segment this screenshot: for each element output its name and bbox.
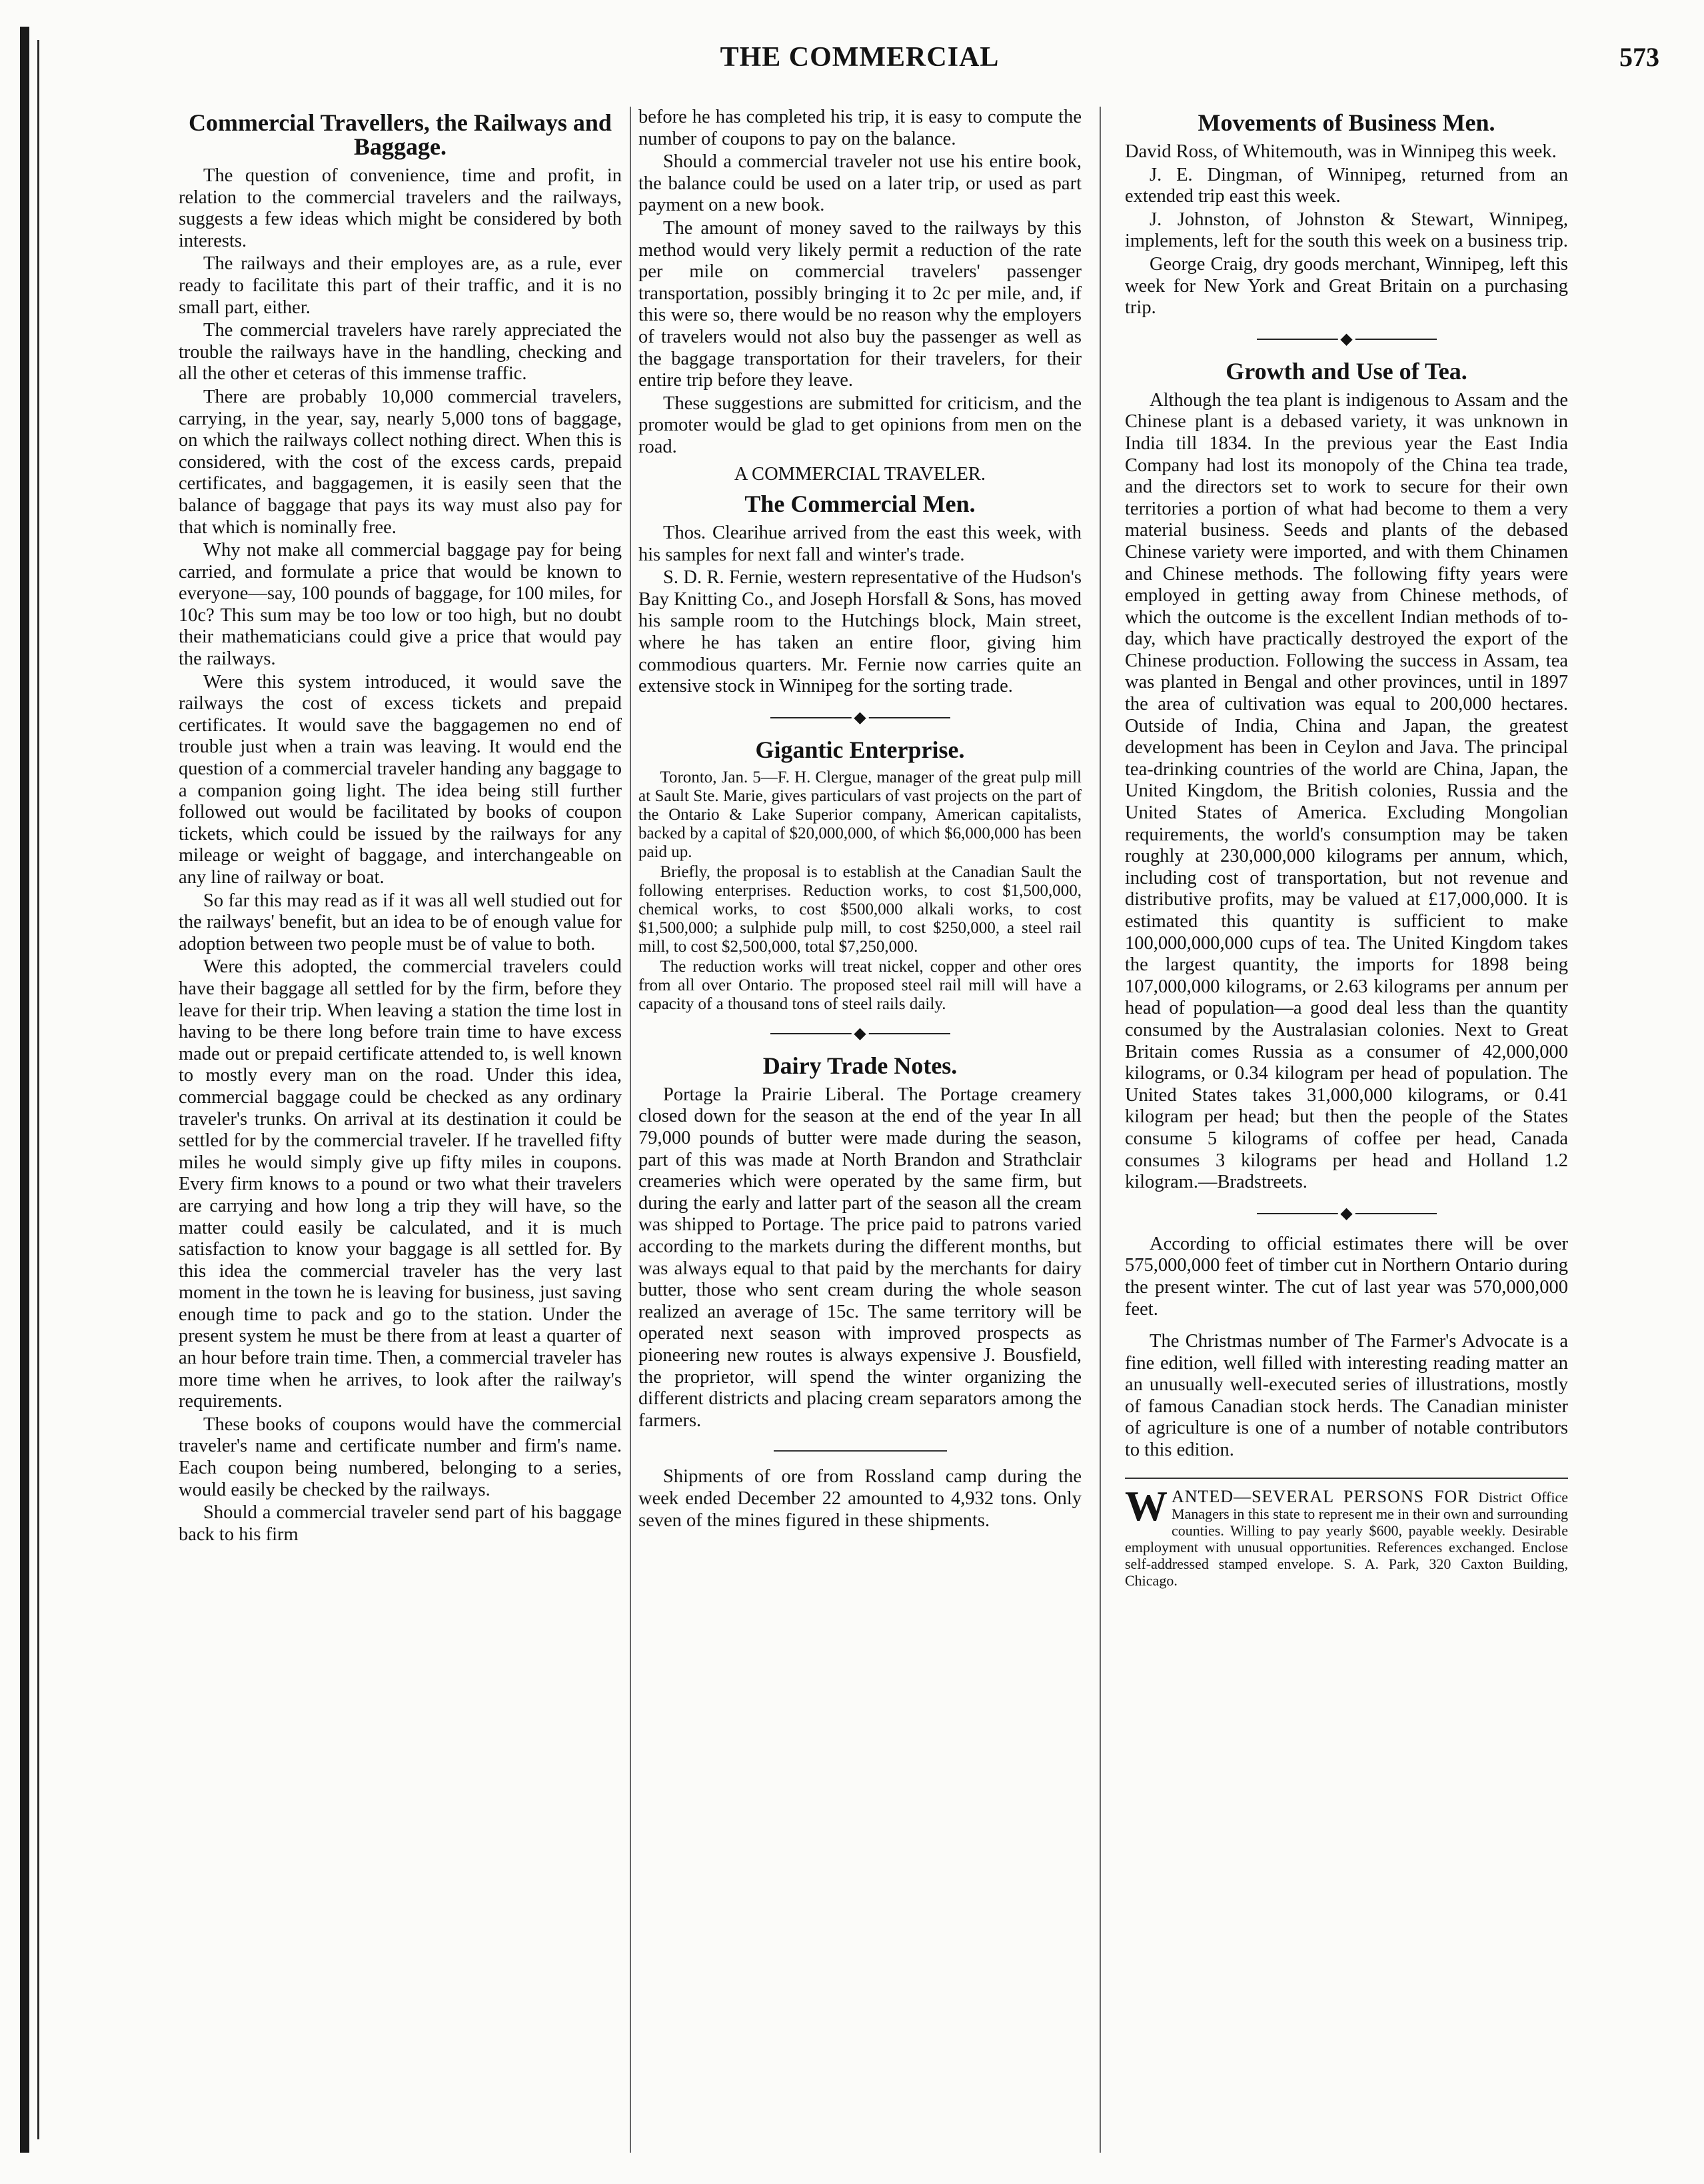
page-header xyxy=(47,41,1673,81)
article-paragraph: S. D. R. Fernie, western representative of the Hudson's Bay Knitting Co., and Joseph Horsfall & Sons, has moved his sample room to the Hutchings block, Main street, where he has taken an entire floor, giving him commodious quarters. Mr. Fernie now carries quite an extensive stock in Winnipeg for the sorting trade. xyxy=(638,567,1082,697)
article-paragraph: The commercial travelers have rarely appreciated the trouble the railways have in the handling, checking and all the other et ceteras of this immense traffic. xyxy=(179,320,622,385)
classified-advertisement xyxy=(1125,1478,1568,1589)
column-divider xyxy=(630,107,631,2153)
article-headline: The Commercial Men. xyxy=(744,491,976,518)
article-paragraph: Thos. Clearihue arrived from the east this week, with his samples for next fall and winter's trade. xyxy=(638,523,1082,565)
article-paragraph: Although the tea plant is indigenous to Assam and the Chinese plant is a debased variety, it was unknown in India till 1834. In the previous year the East India Company had lost its monopoly of the China tea trade, and the directors set to work to secure for their own territories a portion of what had become to them a very material business. Seeds and plants of the debased Chinese variety were imported, and with them Chinamen and Chinese methods. The following fifty years were employed in getting away from Chinese methods, of which the outcome is the excellent Indian methods of to-day, which have practically destroyed the export of the Chinese production. Following the success in Assam, tea was planted in Bengal and other provinces, until in 1897 the area of cultivation was equal to 200,000 hectares. Outside of India, China and Japan, the greatest development has been in Ceylon and Java. The principal tea-drinking countries of the world are China, Japan, the United Kingdom, the British colonies, Russia and the United States of America. Excluding Mongolian requirements, the world's consumption may be taken roughly at 230,000,000 kilograms per annum, which, including cost of transportation, but not revenue and distributive profits, may be valued at £17,000,000. It is estimated this quantity is sufficient to make 100,000,000,000 cups of tea. The United Kingdom takes the largest quantity, the imports for 1898 being 107,000,000 kilograms, or 2.63 kilograms per annum per head of population—a good deal less than the quantity consumed by the Australasian colonies. Next to Great Britain comes Russia as a consumer of 42,000,000 kilograms, or 0.34 kilogram per head of population. The United States takes 31,000,000 kilograms, or 0.41 kilogram per head; but then the people of the States consume 5 kilograms of coffee per head, Canada consumes 3 kilograms per head and Holland 1.2 kilogram.—Bradstreets. xyxy=(1125,389,1568,1193)
article-headline: Growth and Use of Tea. xyxy=(1226,357,1467,385)
ad-body: District Office Managers in this state to represent me in their own and surrounding counties. Willing to pay yearly $600, payable weekly. Desirable employment with unusual opportunities. References exchanged. Enclose self-addressed stamped envelope. S. A. Park, 320 Caxton Building, Chicago. xyxy=(1125,1488,1568,1589)
column-1 xyxy=(179,107,622,2153)
column-3 xyxy=(1125,107,1568,2153)
ad-lead-line: ANTED—SEVERAL PERSONS FOR xyxy=(1172,1486,1470,1506)
article-paragraph: Why not make all commercial baggage pay for being carried, and formulate a price that would be known to everyone—say, 100 pounds of baggage, for 100 miles, for 10c? This sum may be too low or too high, but no doubt their mathematicians could give a price that would pay the railways. xyxy=(179,540,622,670)
section-ornament xyxy=(1257,334,1437,345)
article-paragraph: Were this system introduced, it would save the railways the cost of excess tickets and prepaid certificates. It would save the baggagemen no end of trouble just when a train was leaving. It would end the question of a commercial traveler handing any baggage to a companion going light. The idea being still further followed out would be facilitated by books of coupon tickets, which could be issued by the railways for any mileage or weight of baggage, and interchangeable on any line of railway or boat. xyxy=(179,671,622,888)
section-ornament xyxy=(770,712,950,723)
article-paragraph: Toronto, Jan. 5—F. H. Clergue, manager of the great pulp mill at Sault Ste. Marie, gives particulars of vast projects on the part of the Ontario & Lake Superior company, American capitalists, backed by a capital of $20,000,000, of which $6,000,000 has been paid up. xyxy=(638,768,1082,861)
article-paragraph: Were this adopted, the commercial travelers could have their baggage all settled for by the firm, before they leave for their trip. When leaving a station the time lost in having to be there long before train time to have excess made out or prepaid certificate attended to, is well known to mostly every man on the road. Under this idea, commercial baggage could be checked as any ordinary traveler's trunks. On arrival at its destination it could be settled for by the commercial traveler. If he travelled fifty miles he would simply give up fifty miles in coupons. Every firm knows to a pound or two what their travelers are carrying and how long a trip they will have, so the matter could easily be calculated, and it is much satisfaction to know your baggage is all settled for. By this idea the commercial traveler has the very last moment in the town he is leaving for business, just saving enough time to pack and go to the station. Under the present system he must be there from at least a quarter of an hour before train time. Then, a commercial traveler has more time when he arrives, to look after the railway's requirements. xyxy=(179,956,622,1412)
article-paragraph: So far this may read as if it was all well studied out for the railways' benefit, but an idea to be of enough value for adoption between two people must be of value to both. xyxy=(179,890,622,954)
page-edge-rule-thin xyxy=(37,40,39,2139)
article-paragraph: George Craig, dry goods merchant, Winnipeg, left this week for New York and Great Britain on a purchasing trip. xyxy=(1125,253,1568,319)
ad-drop-cap: W xyxy=(1125,1482,1168,1530)
article-paragraph: Portage la Prairie Liberal. The Portage creamery closed down for the season at the end of the year In all 79,000 pounds of butter were made during the season, part of this was made at North Brandon and Strathclair creameries which were operated by the same firm, but during the early and latter part of the season all the cream was shipped to Portage. The price paid to patrons varied according to the markets during the different months, but was always equal to that paid by the merchants for dairy butter, those who sent cream during the whole season realized an average of 15c. The same territory will be operated next season with improved prospects as pioneering new routes is always expensive J. Bousfield, the proprietor, will spend the winter organizing the different districts and placing cream separators among the farmers. xyxy=(638,1084,1082,1431)
column-2 xyxy=(638,107,1082,2153)
section-ornament xyxy=(770,1028,950,1039)
article-paragraph: These books of coupons would have the commercial traveler's name and certificate number and firm's name. Each coupon being numbered, belonging to a series, would easily be checked by the railways. xyxy=(179,1414,622,1500)
article-paragraph: These suggestions are submitted for criticism, and the promoter would be glad to get opinions from men on the road. xyxy=(638,393,1082,457)
page-number: 573 xyxy=(1619,42,1659,72)
article-paragraph: before he has completed his trip, it is easy to compute the number of coupons to pay on the balance. xyxy=(638,107,1082,149)
page-edge-rule xyxy=(20,27,29,2153)
article-paragraph: According to official estimates there will be over 575,000,000 feet of timber cut in Northern Ontario during the present winter. The cut of last year was 570,000,000 feet. xyxy=(1125,1233,1568,1320)
article-paragraph: David Ross, of Whitemouth, was in Winnipeg this week. xyxy=(1125,141,1557,162)
section-ornament xyxy=(1257,1208,1437,1219)
masthead: THE COMMERCIAL xyxy=(720,42,1000,73)
article-paragraph: The reduction works will treat nickel, copper and other ores from all over Ontario. The proposed steel rail mill will have a capacity of a thousand tons of steel rails daily. xyxy=(638,957,1082,1013)
column-divider xyxy=(1100,107,1101,2153)
article-paragraph: Should a commercial traveler send part of his baggage back to his firm xyxy=(179,1502,622,1545)
article-paragraph: The question of convenience, time and profit, in relation to the commercial travelers and the railways, suggests a few ideas which might be considered by both interests. xyxy=(179,165,622,251)
article-headline: Gigantic Enterprise. xyxy=(755,736,965,763)
article-paragraph: There are probably 10,000 commercial travelers, carrying, in the year, say, nearly 5,000 tons of baggage, on which the railways collect nothing direct. When this is considered, with the cost of the excess cards, prepaid certificates, and baggagemen, it is easily seen that the balance of baggage that pays its way must also pay for that which is nominally free. xyxy=(179,386,622,538)
article-paragraph: The Christmas number of The Farmer's Advocate is a fine edition, well filled with interesting reading matter an an unusually well-executed series of illustrations, mostly of famous Canadian stock herds. The Canadian minister of agriculture is one of a number of notable contributors to this edition. xyxy=(1125,1331,1568,1461)
section-rule xyxy=(774,1450,947,1452)
article-headline: Commercial Travellers, the Railways and Baggage. xyxy=(189,109,612,160)
article-paragraph: The amount of money saved to the railways by this method would very likely permit a reduction of the rate per mile on commercial travelers' passenger transportation, possibly bringing it to 2c per mile, and, if this were so, there would be no reason why the employers of travelers would not also buy the passenger as well as the baggage transportation for their travelers, for their entire trip before they leave. xyxy=(638,217,1082,391)
article-paragraph: J. E. Dingman, of Winnipeg, returned from an extended trip east this week. xyxy=(1125,164,1568,207)
article-paragraph: J. Johnston, of Johnston & Stewart, Winnipeg, implements, left for the south this week on a business trip. xyxy=(1125,209,1568,252)
article-paragraph: The railways and their employes are, as a rule, ever ready to facilitate this part of their traffic, and it is no small part, either. xyxy=(179,253,622,318)
article-paragraph: Briefly, the proposal is to establish at the Canadian Sault the following enterprises. Reduction works, to cost $1,500,000, chemical works, to cost $500,000 alkali works, to cost $1,500,000; a sulphide pulp mill, to cost $250,000, a steel rail mill, to cost $2,500,000, total $7,250,000. xyxy=(638,862,1082,956)
article-headline: Movements of Business Men. xyxy=(1198,109,1495,136)
article-paragraph: Shipments of ore from Rossland camp during the week ended December 22 amounted to 4,932 tons. Only seven of the mines figured in these shipments. xyxy=(638,1466,1082,1531)
article-paragraph: Should a commercial traveler not use his entire book, the balance could be used on a later trip, or used as part payment on a new book. xyxy=(638,151,1082,216)
article-signature: A COMMERCIAL TRAVELER. xyxy=(734,463,986,485)
article-headline: Dairy Trade Notes. xyxy=(762,1052,958,1079)
